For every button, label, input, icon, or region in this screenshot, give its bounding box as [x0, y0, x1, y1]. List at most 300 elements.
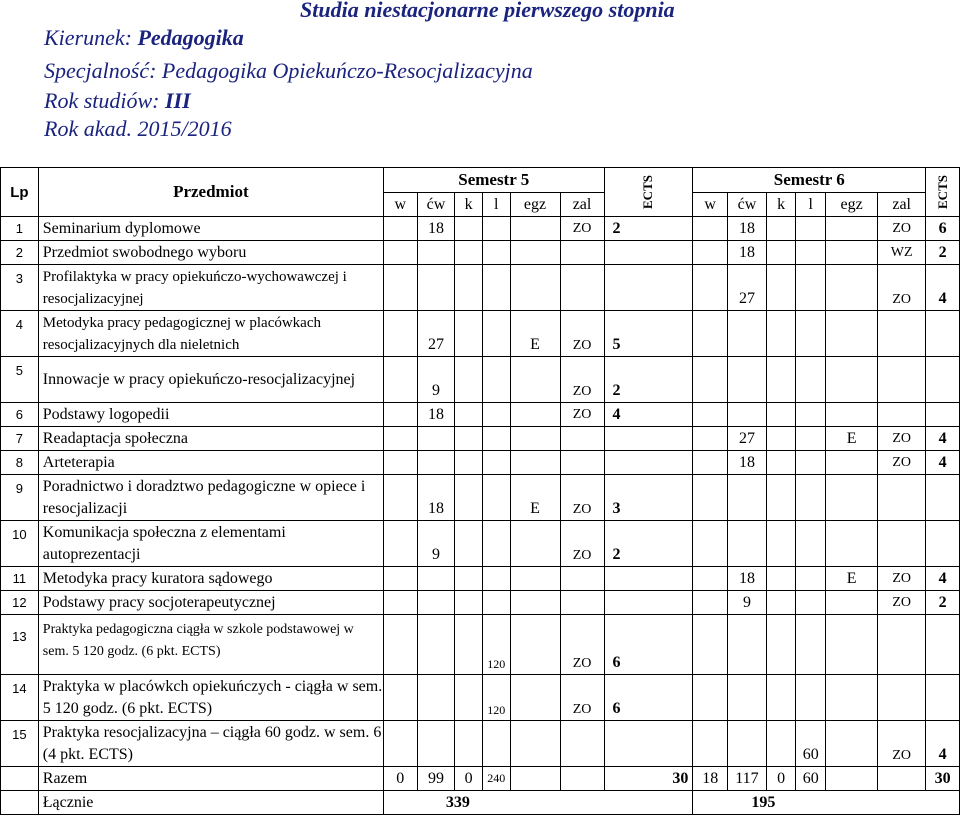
row-hours: [383, 357, 417, 403]
row-hours: [766, 567, 796, 591]
row-hours: [693, 591, 728, 615]
row-lp: 6: [1, 403, 39, 427]
row-lp: 9: [1, 475, 39, 521]
row-ects: 2: [926, 591, 960, 615]
row-hours: [383, 241, 417, 265]
total-sem5: 339: [383, 791, 692, 815]
row-lp: 12: [1, 591, 39, 615]
row-hours: [510, 615, 560, 675]
sub-header: ćw: [728, 193, 767, 217]
row-hours: E: [510, 475, 560, 521]
row-hours: [482, 591, 510, 615]
study-year-label: Rok studiów:: [44, 88, 160, 113]
row-subject: Podstawy pracy socjoterapeutycznej: [38, 591, 383, 615]
total-label: Łącznie: [38, 791, 383, 815]
row-hours: [693, 721, 728, 767]
row-hours: [728, 521, 767, 567]
row-hours: [766, 217, 796, 241]
row-ects: [926, 615, 960, 675]
row-hours: 60: [796, 721, 826, 767]
row-ects: 2: [604, 357, 693, 403]
row-hours: [796, 241, 826, 265]
row-subject: Praktyka pedagogiczna ciągła w szkole podstawowej w sem. 5 120 godz. (6 pkt. ECTS): [38, 615, 383, 675]
row-ects: [604, 451, 693, 475]
row-ects: 4: [926, 721, 960, 767]
row-ects: 2: [926, 241, 960, 265]
row-hours: [693, 567, 728, 591]
row-lp: 2: [1, 241, 39, 265]
col-lp-header: Lp: [1, 168, 39, 217]
row-hours: [482, 521, 510, 567]
row-hours: [510, 721, 560, 767]
row-hours: ZO: [878, 591, 926, 615]
row-ects: [604, 241, 693, 265]
row-hours: [826, 217, 878, 241]
sub-header: k: [766, 193, 796, 217]
row-hours: [796, 311, 826, 357]
row-ects: 2: [604, 521, 693, 567]
row-hours: [560, 567, 604, 591]
table-row: [1, 521, 960, 567]
sum-cell: [826, 767, 878, 791]
row-hours: [510, 265, 560, 311]
row-hours: ZO: [560, 357, 604, 403]
row-subject: Seminarium dyplomowe: [38, 217, 383, 241]
row-lp: 4: [1, 311, 39, 357]
row-hours: [766, 357, 796, 403]
row-ects: [926, 311, 960, 357]
row-hours: [826, 615, 878, 675]
row-hours: WZ: [878, 241, 926, 265]
row-ects: 5: [604, 311, 693, 357]
total-lp: [1, 791, 39, 815]
row-ects: [604, 591, 693, 615]
row-hours: [796, 591, 826, 615]
row-ects: 4: [926, 567, 960, 591]
row-hours: [766, 675, 796, 721]
row-ects: [926, 675, 960, 721]
row-hours: [383, 567, 417, 591]
row-hours: ZO: [878, 721, 926, 767]
row-hours: [796, 265, 826, 311]
row-hours: [796, 567, 826, 591]
row-hours: [383, 403, 417, 427]
sum-lp: [1, 767, 39, 791]
table-row: [1, 591, 960, 615]
row-ects: [604, 567, 693, 591]
ects5-label: ECTS: [640, 175, 656, 209]
row-hours: [796, 675, 826, 721]
row-hours: [826, 475, 878, 521]
row-hours: [878, 675, 926, 721]
sum-cell: 99: [417, 767, 455, 791]
row-hours: [766, 427, 796, 451]
row-hours: [510, 357, 560, 403]
row-hours: [482, 357, 510, 403]
row-ects: [604, 427, 693, 451]
row-hours: [455, 567, 483, 591]
study-year-line: [44, 88, 191, 114]
row-lp: 3: [1, 265, 39, 311]
table-row: [1, 357, 960, 403]
row-lp: 15: [1, 721, 39, 767]
row-hours: [796, 615, 826, 675]
row-hours: [796, 357, 826, 403]
sum-cell: 0: [383, 767, 417, 791]
row-hours: [383, 521, 417, 567]
table-row: [1, 427, 960, 451]
sum-cell: 18: [693, 767, 728, 791]
row-hours: [417, 721, 455, 767]
row-ects: 6: [604, 615, 693, 675]
table-row: [1, 615, 960, 675]
row-hours: E: [826, 427, 878, 451]
sum-cell: [878, 767, 926, 791]
row-hours: 120: [482, 615, 510, 675]
row-hours: [560, 591, 604, 615]
row-hours: [826, 721, 878, 767]
row-hours: [560, 427, 604, 451]
sub-header: egz: [826, 193, 878, 217]
row-hours: 18: [728, 567, 767, 591]
row-hours: [796, 521, 826, 567]
row-hours: [455, 311, 483, 357]
row-hours: ZO: [878, 217, 926, 241]
row-hours: ZO: [878, 265, 926, 311]
row-hours: ZO: [560, 475, 604, 521]
sum-cell: [510, 767, 560, 791]
row-hours: [455, 357, 483, 403]
row-hours: [693, 265, 728, 311]
row-hours: [728, 403, 767, 427]
row-lp: 1: [1, 217, 39, 241]
row-hours: [417, 567, 455, 591]
row-hours: [826, 591, 878, 615]
row-subject: Innowacje w pracy opiekuńczo-resocjalizacyjnej: [38, 357, 383, 403]
curriculum-table: [0, 167, 960, 815]
row-hours: [826, 675, 878, 721]
sum-cell: 0: [766, 767, 796, 791]
row-hours: [482, 241, 510, 265]
row-subject: Arteterapia: [38, 451, 383, 475]
row-hours: [560, 721, 604, 767]
row-hours: [482, 311, 510, 357]
row-hours: [766, 451, 796, 475]
sum-ects5: 30: [604, 767, 693, 791]
ects5-header: [604, 168, 693, 217]
row-hours: [878, 615, 926, 675]
row-hours: [383, 427, 417, 451]
row-hours: [510, 567, 560, 591]
row-ects: 4: [604, 403, 693, 427]
row-hours: [510, 241, 560, 265]
row-hours: 27: [728, 265, 767, 311]
row-hours: [560, 451, 604, 475]
study-year-value: III: [165, 88, 191, 113]
row-hours: [796, 427, 826, 451]
row-hours: ZO: [560, 675, 604, 721]
total-sem6: 195: [693, 791, 960, 815]
row-hours: [383, 265, 417, 311]
row-hours: [878, 475, 926, 521]
row-hours: [766, 403, 796, 427]
row-ects: 4: [926, 265, 960, 311]
sum-cell: 60: [796, 767, 826, 791]
sub-header: k: [455, 193, 483, 217]
row-hours: [796, 403, 826, 427]
col-subject-header: Przedmiot: [38, 168, 383, 217]
field-value: Pedagogika: [137, 25, 244, 50]
row-ects: 4: [926, 427, 960, 451]
row-hours: [693, 217, 728, 241]
row-hours: [826, 241, 878, 265]
row-hours: [766, 521, 796, 567]
row-hours: [878, 311, 926, 357]
sum-label: Razem: [38, 767, 383, 791]
row-ects: [926, 475, 960, 521]
row-hours: [510, 591, 560, 615]
row-hours: [766, 615, 796, 675]
row-hours: [766, 265, 796, 311]
row-hours: [455, 721, 483, 767]
table-row: [1, 403, 960, 427]
row-hours: 9: [417, 521, 455, 567]
row-hours: [417, 591, 455, 615]
row-ects: 3: [604, 475, 693, 521]
row-hours: 18: [417, 475, 455, 521]
row-hours: [510, 403, 560, 427]
row-hours: [728, 615, 767, 675]
row-hours: [728, 475, 767, 521]
row-hours: ZO: [878, 427, 926, 451]
sub-header: zal: [560, 193, 604, 217]
row-ects: 6: [604, 675, 693, 721]
row-hours: ZO: [560, 403, 604, 427]
row-hours: [455, 265, 483, 311]
field-line: [44, 25, 244, 51]
row-hours: ZO: [878, 567, 926, 591]
row-hours: [766, 591, 796, 615]
specialty-value: Pedagogika Opiekuńczo-Resocjalizacyjna: [161, 58, 533, 83]
row-hours: 27: [728, 427, 767, 451]
specialty-line: [44, 58, 533, 84]
row-hours: [693, 475, 728, 521]
sum-cell: 117: [728, 767, 767, 791]
row-hours: ZO: [878, 451, 926, 475]
row-hours: [455, 427, 483, 451]
row-hours: [826, 403, 878, 427]
row-subject: Poradnictwo i doradztwo pedagogiczne w opiece i resocjalizacji: [38, 475, 383, 521]
row-hours: [510, 521, 560, 567]
row-subject: Metodyka pracy kuratora sądowego: [38, 567, 383, 591]
row-hours: 27: [417, 311, 455, 357]
row-hours: [482, 721, 510, 767]
row-lp: 14: [1, 675, 39, 721]
row-hours: [482, 451, 510, 475]
row-hours: [510, 675, 560, 721]
row-subject: Readaptacja społeczna: [38, 427, 383, 451]
row-hours: [693, 357, 728, 403]
row-ects: [926, 357, 960, 403]
row-lp: 7: [1, 427, 39, 451]
row-hours: [878, 521, 926, 567]
row-hours: [455, 451, 483, 475]
row-hours: [383, 475, 417, 521]
row-subject: Podstawy logopedii: [38, 403, 383, 427]
row-hours: [455, 403, 483, 427]
row-hours: [766, 475, 796, 521]
row-hours: 18: [728, 451, 767, 475]
row-hours: E: [826, 567, 878, 591]
row-hours: [383, 721, 417, 767]
table-row: [1, 241, 960, 265]
row-hours: [455, 217, 483, 241]
ects6-label: ECTS: [935, 175, 951, 209]
row-hours: [455, 475, 483, 521]
academic-year-label: Rok akad.: [44, 116, 132, 141]
row-hours: [560, 265, 604, 311]
study-mode-title: Studia niestacjonarne pierwszego stopnia: [300, 0, 675, 22]
row-hours: [482, 217, 510, 241]
row-hours: [728, 357, 767, 403]
row-hours: 9: [728, 591, 767, 615]
row-lp: 13: [1, 615, 39, 675]
row-ects: 4: [926, 451, 960, 475]
row-hours: [482, 265, 510, 311]
row-hours: 18: [728, 241, 767, 265]
row-hours: [417, 427, 455, 451]
row-hours: E: [510, 311, 560, 357]
row-hours: [455, 675, 483, 721]
row-hours: [796, 217, 826, 241]
row-hours: [417, 615, 455, 675]
row-hours: [455, 591, 483, 615]
row-hours: 120: [482, 675, 510, 721]
sub-header: l: [482, 193, 510, 217]
semester6-header: Semestr 6: [693, 168, 926, 193]
row-hours: [796, 451, 826, 475]
row-hours: [693, 427, 728, 451]
semester5-header: Semestr 5: [383, 168, 604, 193]
row-hours: [383, 591, 417, 615]
sum-cell: 0: [455, 767, 483, 791]
row-hours: [482, 567, 510, 591]
table-row: [1, 675, 960, 721]
row-ects: [926, 403, 960, 427]
row-hours: 9: [417, 357, 455, 403]
row-hours: 18: [728, 217, 767, 241]
row-hours: [728, 675, 767, 721]
table-row: [1, 475, 960, 521]
row-hours: [693, 521, 728, 567]
sum-cell: 240: [482, 767, 510, 791]
table-row: [1, 217, 960, 241]
academic-year-line: [44, 116, 232, 142]
row-hours: ZO: [560, 217, 604, 241]
row-hours: [728, 311, 767, 357]
row-hours: [693, 451, 728, 475]
row-hours: [482, 427, 510, 451]
row-hours: [383, 675, 417, 721]
sub-header: l: [796, 193, 826, 217]
row-hours: [383, 451, 417, 475]
row-hours: [693, 675, 728, 721]
row-hours: [417, 451, 455, 475]
row-hours: [826, 451, 878, 475]
sub-header: w: [693, 193, 728, 217]
sub-header: egz: [510, 193, 560, 217]
row-hours: [560, 241, 604, 265]
sum-ects6: 30: [926, 767, 960, 791]
row-lp: 10: [1, 521, 39, 567]
table-row: [1, 265, 960, 311]
row-subject: Przedmiot swobodnego wyboru: [38, 241, 383, 265]
sum-cell: [560, 767, 604, 791]
row-lp: 11: [1, 567, 39, 591]
row-hours: [693, 241, 728, 265]
row-hours: [766, 241, 796, 265]
row-ects: [926, 521, 960, 567]
row-hours: [826, 357, 878, 403]
row-hours: [455, 241, 483, 265]
sub-header: w: [383, 193, 417, 217]
row-hours: [693, 615, 728, 675]
table-row: [1, 311, 960, 357]
row-hours: [383, 615, 417, 675]
row-ects: 2: [604, 217, 693, 241]
row-hours: [510, 217, 560, 241]
row-hours: ZO: [560, 615, 604, 675]
row-hours: [826, 265, 878, 311]
row-hours: [728, 721, 767, 767]
row-hours: ZO: [560, 311, 604, 357]
row-hours: [766, 311, 796, 357]
row-subject: Komunikacja społeczna z elementami autoprezentacji: [38, 521, 383, 567]
table-row: [1, 567, 960, 591]
ects6-header: [926, 168, 960, 217]
row-hours: [455, 521, 483, 567]
row-subject: Profilaktyka w pracy opiekuńczo-wychowawczej i resocjalizacyjnej: [38, 265, 383, 311]
row-hours: [510, 427, 560, 451]
sub-header: zal: [878, 193, 926, 217]
row-subject: Praktyka resocjalizacyjna – ciągła 60 godz. w sem. 6 (4 pkt. ECTS): [38, 721, 383, 767]
table-row: [1, 451, 960, 475]
row-ects: [604, 721, 693, 767]
academic-year-value: 2015/2016: [137, 116, 232, 141]
row-hours: [417, 241, 455, 265]
row-ects: 6: [926, 217, 960, 241]
row-ects: [604, 265, 693, 311]
row-subject: Metodyka pracy pedagogicznej w placówkach resocjalizacyjnych dla nieletnich: [38, 311, 383, 357]
table-row: [1, 721, 960, 767]
row-hours: [383, 311, 417, 357]
field-label: Kierunek:: [44, 25, 132, 50]
row-hours: ZO: [560, 521, 604, 567]
row-hours: [796, 475, 826, 521]
row-hours: [482, 403, 510, 427]
row-hours: [693, 403, 728, 427]
row-hours: [693, 311, 728, 357]
row-hours: [417, 265, 455, 311]
row-hours: 18: [417, 217, 455, 241]
row-hours: [878, 357, 926, 403]
row-hours: [826, 521, 878, 567]
row-lp: 8: [1, 451, 39, 475]
row-hours: 18: [417, 403, 455, 427]
row-hours: [482, 475, 510, 521]
row-lp: 5: [1, 357, 39, 403]
row-hours: [510, 451, 560, 475]
